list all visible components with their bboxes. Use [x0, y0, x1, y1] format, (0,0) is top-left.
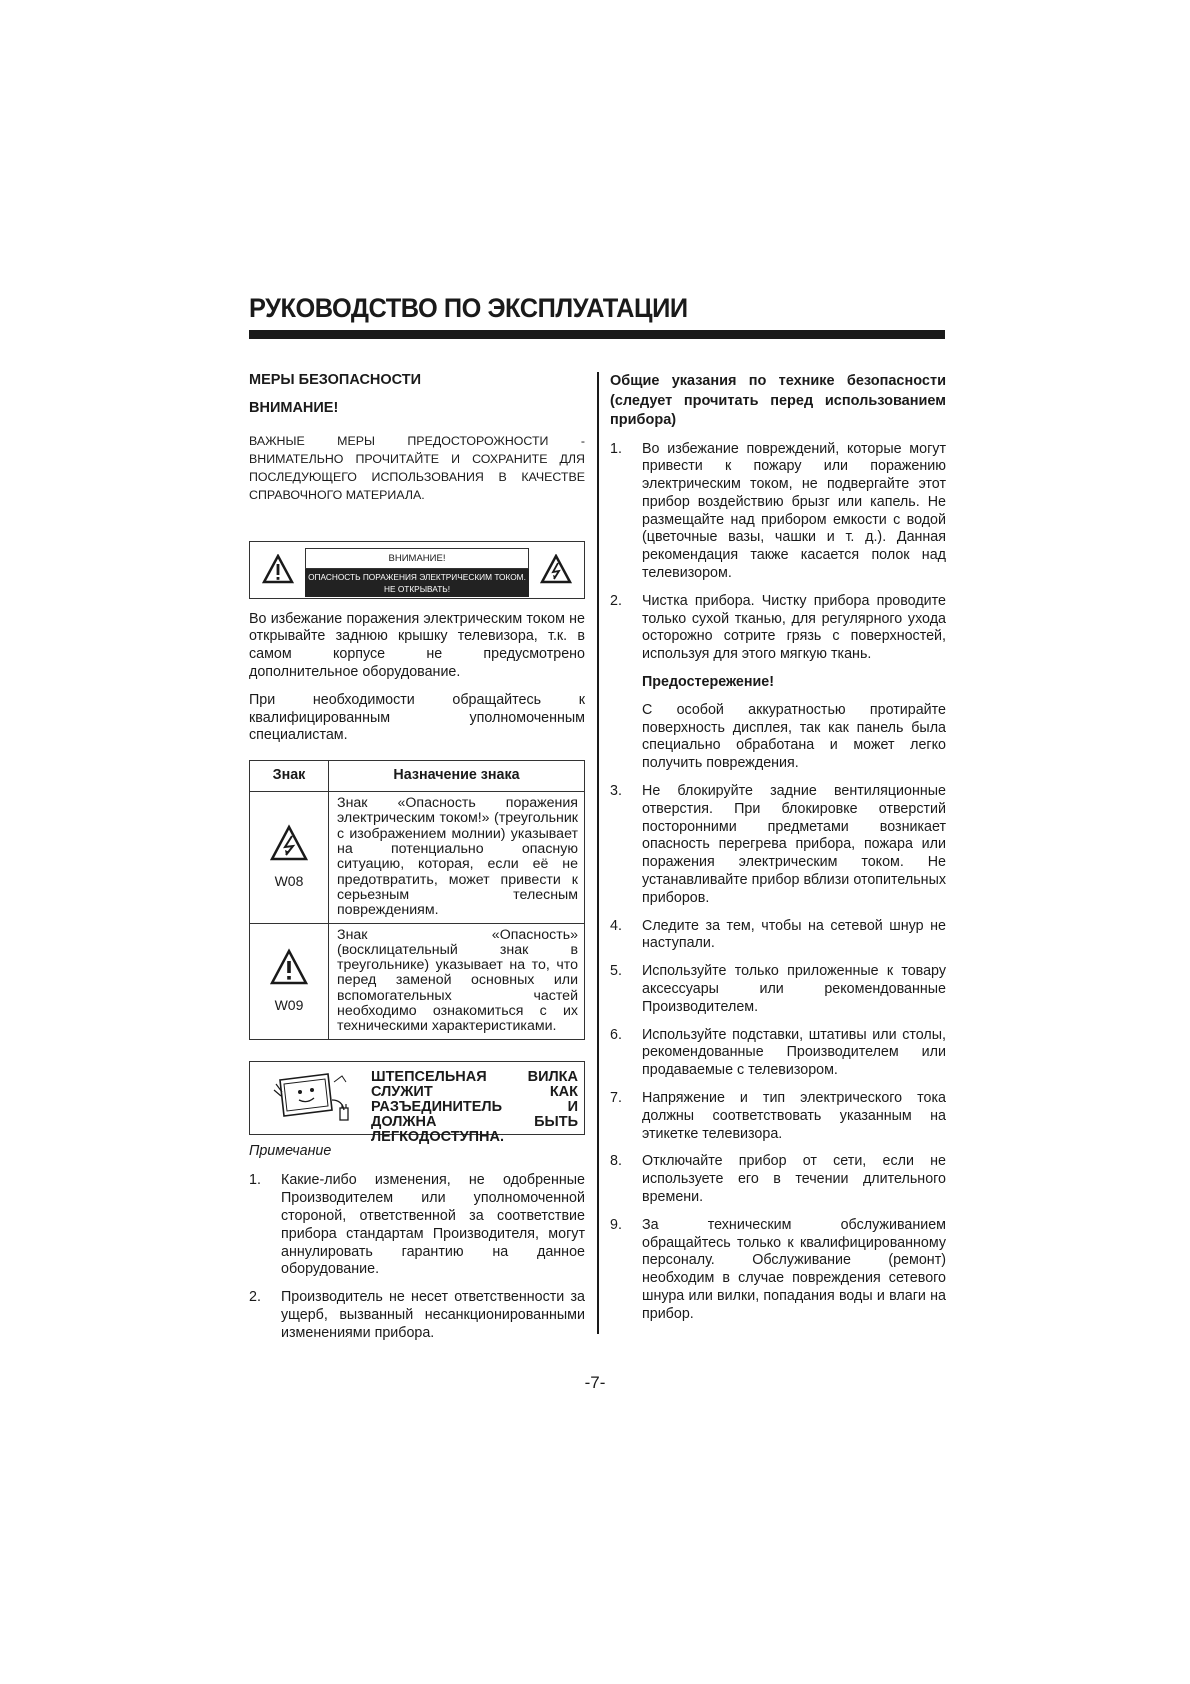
sign-description: Знак «Опасность» (восклицательный знак в треугольнике) указывает на то, что перед заменой основных или вспомогательных частей необходимо ознакомиться с их техническими характеристиками. [329, 923, 585, 1039]
warning-label-text [305, 548, 529, 598]
table-row [250, 792, 585, 923]
list-number: 1. [610, 440, 622, 457]
safety-list-continued [610, 783, 946, 1324]
page-number: -7- [584, 1373, 606, 1392]
list-text: Во избежание повреждений, которые могут привести к пожару или поражению электрическим током, не подвергайте этот прибор воздействию брызг или капель. Не размещайте над прибором емкости с водой (цветочные вазы, чашки и т. д.). Данная рекомендация также касается полок над телевизором. [642, 440, 946, 582]
list-text: Производитель не несет ответственности за ущерб, вызванный несанкционированными изменениями прибора. [281, 1289, 585, 1341]
sign-cell [250, 792, 329, 923]
sign-code: W09 [274, 996, 304, 1013]
exclamation-triangle-icon [262, 554, 294, 590]
list-number: 8. [610, 1153, 622, 1170]
list-text: Используйте только приложенные к товару аксессуары или рекомендованные Производителем. [642, 963, 946, 1015]
safety-list [610, 441, 946, 665]
plug-notice-text: ШТЕПСЕЛЬНАЯ ВИЛКА СЛУЖИТ КАК РАЗЪЕДИНИТЕЛЬ И ДОЛЖНА БЫТЬ ЛЕГКОДОСТУПНА. [371, 1068, 578, 1146]
list-item [610, 593, 946, 664]
warning-label-line2: НЕ ОТКРЫВАТЬ! [383, 584, 451, 595]
plug-notice-box [249, 1061, 585, 1146]
list-item [610, 1217, 946, 1324]
col-meaning-header: Назначение знака [329, 761, 585, 792]
col-sign-header: Знак [250, 761, 329, 792]
attention-heading: ВНИМАНИЕ! [249, 399, 339, 416]
left-column [249, 372, 585, 1343]
column-divider [597, 372, 599, 1334]
right-column [610, 372, 946, 1324]
list-number: 1. [249, 1172, 261, 1189]
para-no-open: Во избежание поражения электрическим током не открывайте заднюю крышку телевизора, т.к. в самом корпусе не предусмотрено дополнительное оборудование. [249, 610, 585, 680]
list-item [610, 1153, 946, 1206]
list-text: Чистка прибора. Чистку прибора проводите только сухой тканью, для регулярного ухода осторожно сотрите грязь с поверхностей, используя для этого мягкую ткань. [642, 592, 946, 663]
list-item [610, 783, 946, 908]
list-item [249, 1172, 585, 1279]
lightning-triangle-icon [540, 554, 572, 590]
warning-label-title: ВНИМАНИЕ! [305, 548, 529, 570]
caution-text: С особой аккуратностью протирайте поверхность дисплея, так как панель была специально обработана и может легко получить повреждения. [642, 701, 946, 772]
list-text: Какие-либо изменения, не одобренные Производителем или уполномоченной стороной, ответственной за соответствие прибора стандартам Производителя, могут аннулировать гарантию на данное оборудование. [281, 1172, 585, 1278]
list-item [610, 918, 946, 954]
list-number: 9. [610, 1216, 622, 1233]
page-title: РУКОВОДСТВО ПО ЭКСПЛУАТАЦИИ [249, 293, 688, 323]
para-specialists: При необходимости обращайтесь к квалифицированным уполномоченным специалистам. [249, 691, 585, 744]
list-text: Напряжение и тип электрического тока должны соответствовать указанным на этикетке телевизора. [642, 1090, 946, 1142]
tv-plug-icon [272, 1070, 358, 1130]
list-number: 6. [610, 1026, 622, 1043]
list-item [249, 1289, 585, 1342]
list-text: Используйте подставки, штативы или столы, рекомендованные Производителем или продаваемые с телевизором. [642, 1026, 946, 1079]
sign-cell [250, 923, 329, 1039]
exclamation-triangle-icon [251, 948, 327, 991]
warning-label-line1: ОПАСНОСТЬ ПОРАЖЕНИЯ ЭЛЕКТРИЧЕСКИМ ТОКОМ. [308, 572, 526, 583]
list-text: Не блокируйте задние вентиляционные отверстия. При блокировке отверстий посторонними предметами возникает опасность перегрева прибора, пожара или поражения электрическим током. Не устанавливайте прибор вблизи отопительных приборов. [642, 783, 946, 906]
list-number: 7. [610, 1090, 622, 1106]
caution-title: Предостережение! [642, 674, 775, 691]
list-number: 4. [610, 917, 622, 934]
list-text: Следите за тем, чтобы на сетевой шнур не наступали. [642, 917, 946, 952]
list-item [610, 963, 946, 1016]
warning-label-body [305, 569, 529, 597]
page-header [249, 290, 945, 339]
list-text: Отключайте прибор от сети, если не используете его в течении длительного времени. [642, 1153, 946, 1205]
caps-intro: ВАЖНЫЕ МЕРЫ ПРЕДОСТОРОЖНОСТИ - ВНИМАТЕЛЬНО ПРОЧИТАЙТЕ И СОХРАНИТЕ ДЛЯ ПОСЛЕДУЮЩЕГО ИСПОЛЬЗОВАНИЯ В КАЧЕСТВЕ СПРАВОЧНОГО МАТЕРИАЛА. [249, 433, 585, 502]
list-number: 5. [610, 963, 622, 980]
right-heading: Общие указания по технике безопасности (следует прочитать перед использованием прибора) [610, 373, 946, 428]
notes-list [249, 1172, 585, 1342]
warning-label [249, 541, 585, 599]
list-item [610, 1027, 946, 1080]
list-text: За техническим обслуживанием обращайтесь только к квалифицированному персоналу. Обслуживание (ремонт) необходим в случае повреждения сетевого шнура или вилки, попадания воды и влаги на прибор. [642, 1216, 946, 1322]
list-number: 2. [249, 1289, 261, 1306]
signs-table [249, 760, 585, 1039]
list-item [610, 1090, 946, 1143]
lightning-triangle-icon [251, 824, 327, 867]
note-title: Примечание [249, 1142, 332, 1159]
list-number: 2. [610, 592, 622, 609]
section-title: МЕРЫ БЕЗОПАСНОСТИ [249, 372, 422, 388]
table-row [250, 923, 585, 1039]
list-item [610, 441, 946, 583]
title-rule [249, 330, 945, 339]
list-number: 3. [610, 783, 622, 800]
sign-code: W08 [274, 872, 304, 889]
sign-description: Знак «Опасность поражения электрическим током!» (треугольник с изображением молнии) указывает на потенциально опасную ситуацию, которая, если её не предотвратить, может привести к серьезным телесным повреждениям. [329, 792, 585, 923]
signs-table-header [250, 761, 585, 792]
